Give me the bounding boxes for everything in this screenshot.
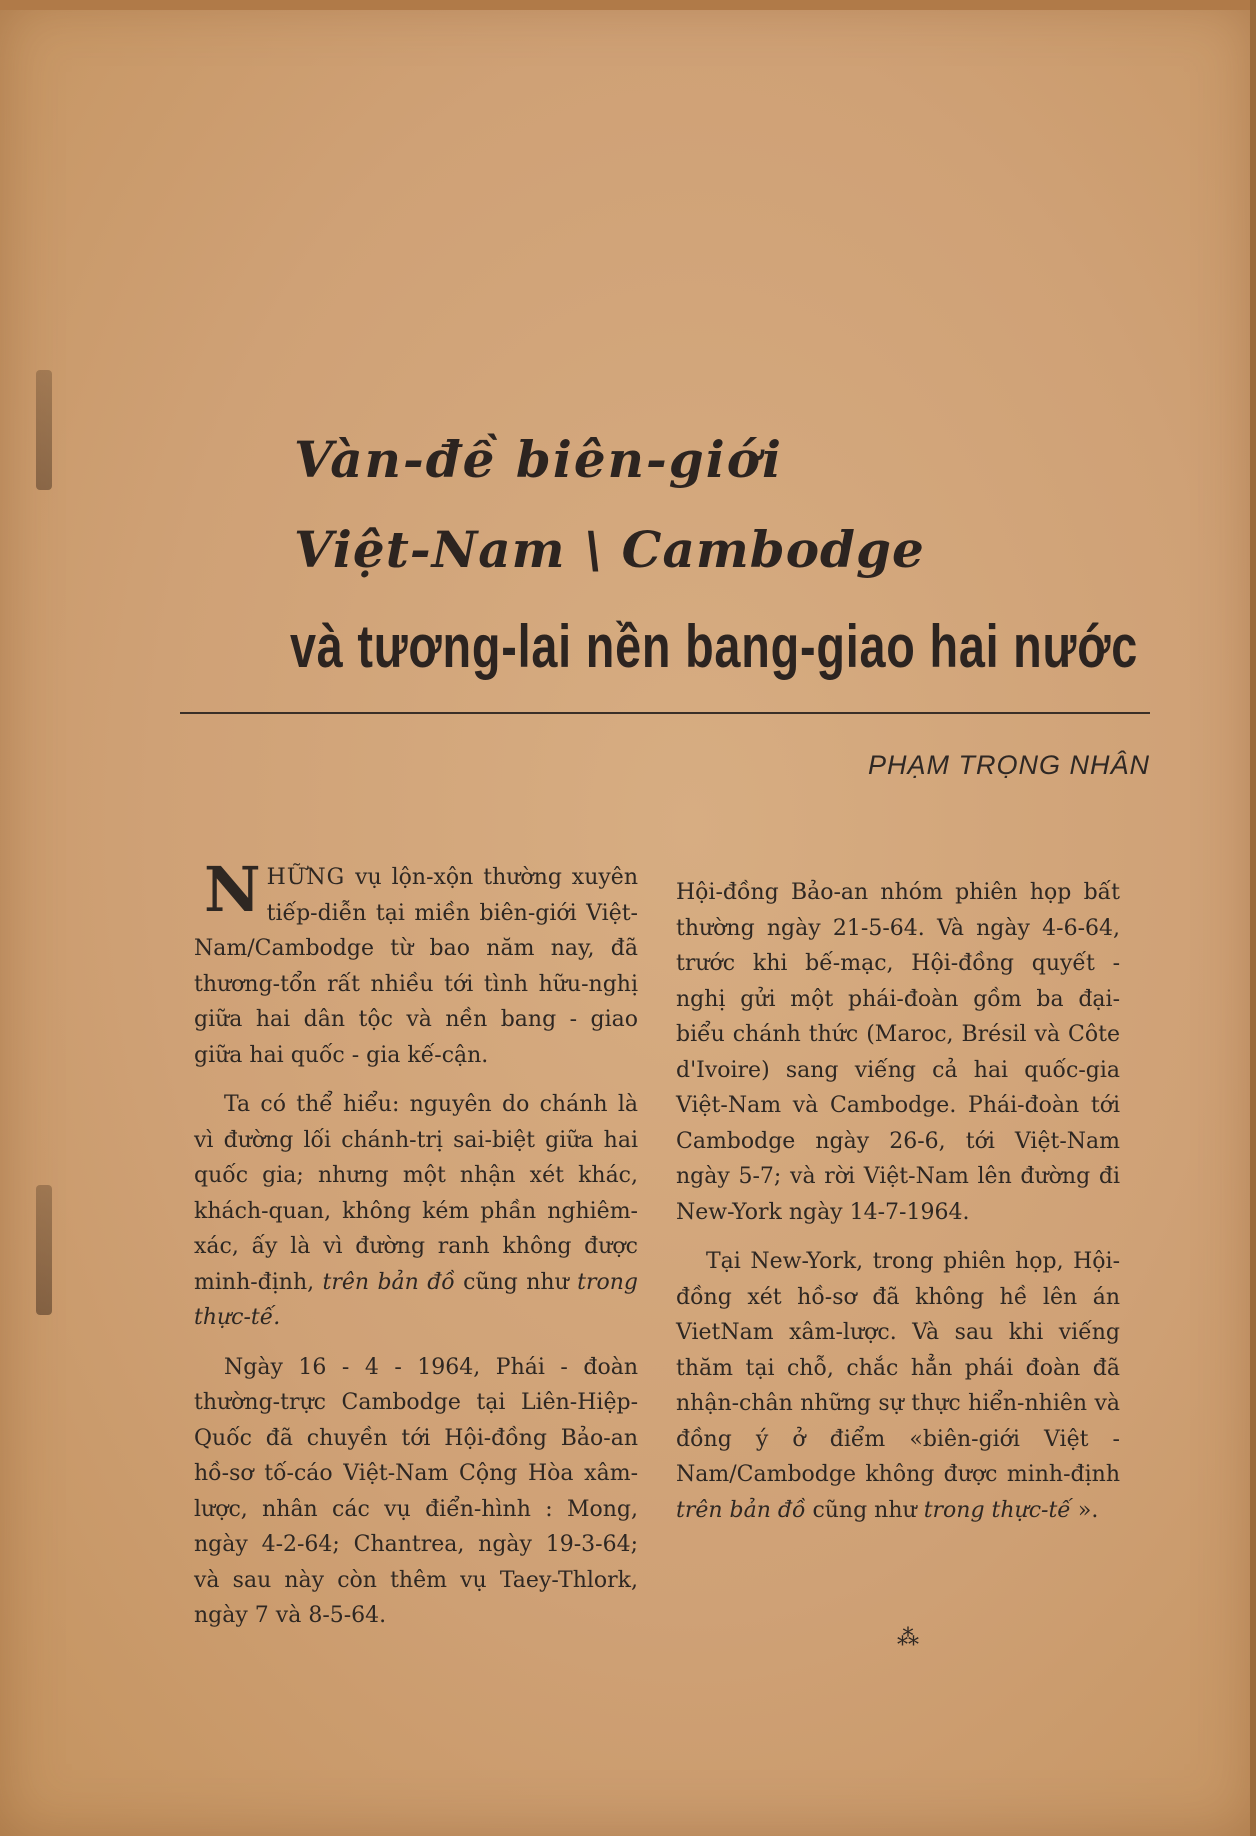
paragraph-2-text-b: cũng như	[454, 1269, 578, 1295]
lead-word: HỮNG	[266, 865, 346, 890]
title-line-1: Vàn-đề biên-giới	[294, 430, 784, 489]
paragraph-1	[194, 853, 638, 1073]
title-line-3: và tương-lai nền bang-giao hai nước	[290, 613, 1139, 680]
paragraph-5-text-c: ».	[1070, 1497, 1099, 1523]
paragraph-5-italic-1: trên bản đồ	[676, 1497, 806, 1523]
paragraph-5-italic-2: trong thực-tế	[923, 1497, 1071, 1523]
paper-top-edge	[0, 0, 1256, 10]
paragraph-2-text-a: Ta có thể hiểu: nguyên do chánh là vì đường lối chánh-trị sai-biệt giữa hai quốc gia; nhưng một nhận xét khác, khách-quan, không kém phần nghiêm-xác, ấy là vì đường ranh không được minh-định,	[194, 1092, 638, 1295]
title-line-2: Việt-Nam \ Cambodge	[294, 520, 925, 579]
paragraph-4: Hội-đồng Bảo-an nhóm phiên họp bất thường ngày 21-5-64. Và ngày 4-6-64, trước khi bế-mạc, Hội-đồng quyết - nghị gửi một phái-đoàn gồm ba đại-biểu chánh thức (Maroc, Brésil và Côte d'Ivoire) sang viếng cả hai quốc-gia Việt-Nam và Cambodge. Phái-đoàn tới Cambodge ngày 26-6, tới Việt-Nam ngày 5-7; và rời Việt-Nam lên đường đi New-York ngày 14-7-1964.	[676, 880, 1120, 1225]
paragraph-2-italic-2: trong thực-tế.	[194, 1269, 639, 1330]
paper-right-edge	[1250, 0, 1256, 1836]
staple-mark-bottom	[36, 1185, 52, 1315]
paragraph-1-text: vụ lộn-xộn thường xuyên tiếp-diễn tại miền biên-giới Việt-Nam/Cambodge từ bao năm nay, đã thương-tổn rất nhiều tới tình hữu-nghị giữa hai dân tộc và nền bang - giao giữa hai quốc - gia kế-cận.	[194, 865, 638, 1068]
paragraph-2-italic-1: trên bản đồ	[322, 1269, 455, 1295]
paragraph-5-text-a: Tại New-York, trong phiên họp, Hội-đồng xét hồ-sơ đã không hề lên án VietNam xâm-lược. Và sau khi viếng thăm tại chỗ, chắc hẳn phái đoàn đã nhận-chân những sự thực hiển-nhiên và đồng ý ở điểm «biên-giới Việt - Nam/Cambodge không được minh-định	[676, 1249, 1120, 1487]
title-rule	[180, 712, 1150, 714]
paragraph-2	[194, 1087, 638, 1336]
author-byline: PHẠM TRỌNG NHÂN	[867, 750, 1150, 780]
staple-mark-top	[36, 370, 52, 490]
paragraph-5-text-b: cũng như	[805, 1497, 924, 1523]
paragraph-5	[676, 1244, 1120, 1528]
text-column-right	[676, 875, 1120, 1542]
section-separator: ⁂	[897, 1626, 919, 1651]
text-column-left	[194, 853, 639, 1648]
paragraph-3: Ngày 16 - 4 - 1964, Phái - đoàn thường-trực Cambodge tại Liên-Hiệp-Quốc đã chuyền tới Hội-đồng Bảo-an hồ-sơ tố-cáo Việt-Nam Cộng Hòa xâm-lược, nhân các vụ điển-hình : Mong, ngày 4-2-64; Chantrea, ngày 19-3-64; và sau này còn thêm vụ Taey-Thlork, ngày 7 và 8-5-64.	[194, 1354, 638, 1628]
drop-cap: N	[204, 853, 261, 926]
